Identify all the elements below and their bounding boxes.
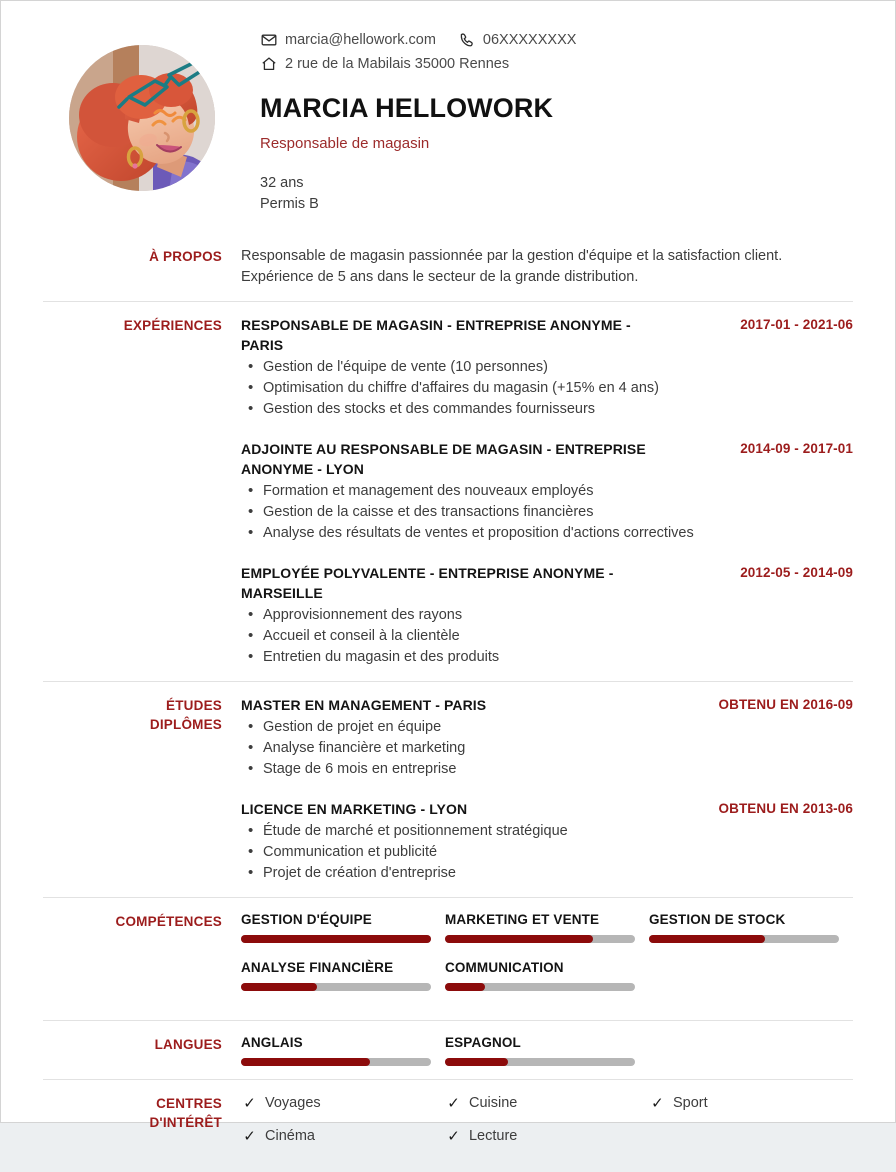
experience-date: 2012-05 - 2014-09 — [740, 565, 853, 581]
experience-bullet: • Optimisation du chiffre d'affaires du magasin (+15% en 4 ans) — [263, 378, 853, 399]
skill-label: GESTION DE STOCK — [648, 912, 786, 928]
education-bullets — [241, 821, 853, 884]
about-line-1: Responsable de magasin passionnée par la gestion d'équipe et la satisfaction client. — [241, 248, 783, 265]
interest-label: Voyages — [265, 1095, 321, 1112]
section-label-education — [43, 695, 241, 734]
education-bullet: • Stage de 6 mois en entreprise — [263, 759, 853, 780]
section-label-experiences: EXPÉRIENCES — [123, 318, 222, 334]
language-bar-grid — [241, 1034, 853, 1066]
education-bullet: • Communication et publicité — [263, 842, 853, 863]
experience-bullets — [241, 605, 853, 668]
education-date: OBTENU EN 2016-09 — [718, 697, 853, 713]
person-job-title: Responsable de magasin — [260, 134, 430, 152]
check-icon: ✓ — [651, 1095, 664, 1113]
language-item — [241, 1034, 445, 1066]
check-icon: ✓ — [447, 1128, 460, 1146]
experience-bullet: • Analyse des résultats de ventes et proposition d'actions correctives — [263, 523, 853, 544]
education-bullet: • Projet de création d'entreprise — [263, 863, 853, 884]
language-bar-track — [445, 1058, 635, 1066]
experience-head — [241, 315, 853, 355]
skill-bar-track — [445, 935, 635, 943]
skill-label: COMMUNICATION — [444, 960, 564, 976]
header-main — [241, 29, 853, 215]
cv-header — [1, 1, 895, 215]
experience-date: 2014-09 - 2017-01 — [740, 441, 853, 457]
avatar-illustration-svg — [69, 45, 215, 191]
interest-grid — [241, 1093, 853, 1159]
section-about — [43, 233, 853, 301]
section-body-about — [241, 246, 853, 288]
about-line-2: Expérience de 5 ans dans le secteur de la grande distribution. — [241, 269, 639, 286]
skill-bar-fill — [241, 983, 317, 991]
section-label-skills: COMPÉTENCES — [115, 914, 222, 930]
person-meta — [260, 173, 853, 215]
language-bar-fill — [445, 1058, 508, 1066]
experience-title: EMPLOYÉE POLYVALENTE - ENTREPRISE ANONYME - MARSEILLE — [241, 565, 614, 602]
skill-bar-fill — [445, 983, 485, 991]
experience-title: ADJOINTE AU RESPONSABLE DE MAGASIN - ENTREPRISE ANONYME - LYON — [241, 441, 646, 478]
language-label: ANGLAIS — [241, 1035, 303, 1051]
interest-label: Sport — [672, 1095, 708, 1112]
section-body-interests — [241, 1093, 853, 1159]
contact-phone-text: 06XXXXXXXX — [482, 32, 577, 48]
experience-entry — [241, 439, 853, 544]
education-entry — [241, 799, 853, 884]
avatar — [69, 45, 215, 191]
check-icon: ✓ — [243, 1128, 256, 1146]
language-bar-fill — [241, 1058, 370, 1066]
experience-bullets — [241, 357, 853, 420]
skill-item — [241, 959, 445, 991]
page-title: MARCIA HELLOWORK — [260, 93, 554, 123]
interest-label: Cuisine — [468, 1095, 518, 1112]
skill-bar-grid — [241, 911, 853, 1007]
contact-address — [260, 53, 509, 75]
experience-bullet: • Approvisionnement des rayons — [263, 605, 853, 626]
education-bullet: • Gestion de projet en équipe — [263, 717, 853, 738]
interest-item — [649, 1093, 853, 1114]
experience-entry — [241, 315, 853, 420]
home-icon — [260, 55, 278, 73]
education-entry — [241, 695, 853, 780]
section-experiences — [43, 301, 853, 681]
section-label-interests-line2: D'INTÉRÊT — [149, 1115, 222, 1131]
envelope-icon — [260, 31, 278, 49]
experience-bullet: • Gestion de l'équipe de vente (10 personnes) — [263, 357, 853, 378]
avatar-column — [43, 29, 241, 191]
experience-bullet: • Entretien du magasin et des produits — [263, 647, 853, 668]
contact-address-text: 2 rue de la Mabilais 35000 Rennes — [285, 56, 510, 72]
experience-entry — [241, 563, 853, 668]
experience-bullet: • Formation et management des nouveaux employés — [263, 481, 853, 502]
experience-bullet: • Accueil et conseil à la clientèle — [263, 626, 853, 647]
skill-item — [445, 911, 649, 943]
education-title: LICENCE EN MARKETING - LYON — [241, 801, 468, 818]
interest-label: Cinéma — [265, 1128, 315, 1145]
contact-email-text: marcia@hellowork.com — [285, 32, 436, 48]
education-date: OBTENU EN 2013-06 — [718, 801, 853, 817]
cv-sections — [1, 233, 895, 1172]
education-title: MASTER EN MANAGEMENT - PARIS — [241, 697, 487, 714]
skill-item — [241, 911, 445, 943]
section-label-education-line2: DIPLÔMES — [149, 717, 222, 733]
section-interests — [43, 1079, 853, 1172]
skill-label: MARKETING ET VENTE — [444, 912, 600, 928]
education-bullets — [241, 717, 853, 780]
skill-bar-fill — [445, 935, 593, 943]
contact-phone[interactable] — [458, 29, 577, 51]
section-label-interests — [43, 1093, 241, 1132]
section-education — [43, 681, 853, 897]
person-license: Permis B — [260, 196, 319, 213]
contact-email[interactable] — [260, 29, 436, 51]
education-bullet: • Analyse financière et marketing — [263, 738, 853, 759]
experience-bullet: • Gestion des stocks et des commandes fournisseurs — [263, 399, 853, 420]
contact-line-primary — [260, 29, 853, 51]
skill-label: GESTION D'ÉQUIPE — [241, 912, 372, 928]
experience-bullet: • Gestion de la caisse et des transactions financières — [263, 502, 853, 523]
skill-bar-track — [649, 935, 839, 943]
skill-bar-fill — [649, 935, 765, 943]
interest-item — [445, 1126, 649, 1147]
section-languages — [43, 1020, 853, 1079]
experience-head — [241, 563, 853, 603]
skill-bar-track — [445, 983, 635, 991]
interest-item — [445, 1093, 649, 1114]
check-icon: ✓ — [447, 1095, 460, 1113]
section-label-about: À PROPOS — [149, 249, 222, 265]
section-body-education — [241, 695, 853, 884]
person-age: 32 ans — [260, 175, 304, 192]
interest-item — [241, 1093, 445, 1114]
skill-bar-fill — [241, 935, 431, 943]
section-skills — [43, 897, 853, 1020]
education-head — [241, 799, 853, 819]
experience-head — [241, 439, 853, 479]
experience-date: 2017-01 - 2021-06 — [740, 317, 853, 333]
education-bullet: • Étude de marché et positionnement stratégique — [263, 821, 853, 842]
phone-icon — [458, 31, 476, 49]
section-label-education-line1: ÉTUDES — [166, 698, 222, 714]
education-head — [241, 695, 853, 715]
experience-title: RESPONSABLE DE MAGASIN - ENTREPRISE ANONYME - PARIS — [241, 317, 631, 354]
section-body-skills — [241, 911, 853, 1007]
section-label-languages: LANGUES — [154, 1037, 222, 1053]
skill-bar-track — [241, 935, 431, 943]
language-item — [445, 1034, 649, 1066]
interest-item — [241, 1126, 445, 1147]
language-bar-track — [241, 1058, 431, 1066]
skill-item — [445, 959, 649, 991]
check-icon: ✓ — [243, 1095, 256, 1113]
skill-item — [649, 911, 853, 943]
skill-label: ANALYSE FINANCIÈRE — [241, 960, 394, 976]
section-body-experiences — [241, 315, 853, 668]
section-body-languages — [241, 1034, 853, 1066]
section-label-interests-line1: CENTRES — [156, 1096, 222, 1112]
contact-line-address — [260, 53, 853, 75]
interest-label: Lecture — [468, 1128, 518, 1145]
language-label: ESPAGNOL — [444, 1035, 521, 1051]
skill-bar-track — [241, 983, 431, 991]
experience-bullets — [241, 481, 853, 544]
